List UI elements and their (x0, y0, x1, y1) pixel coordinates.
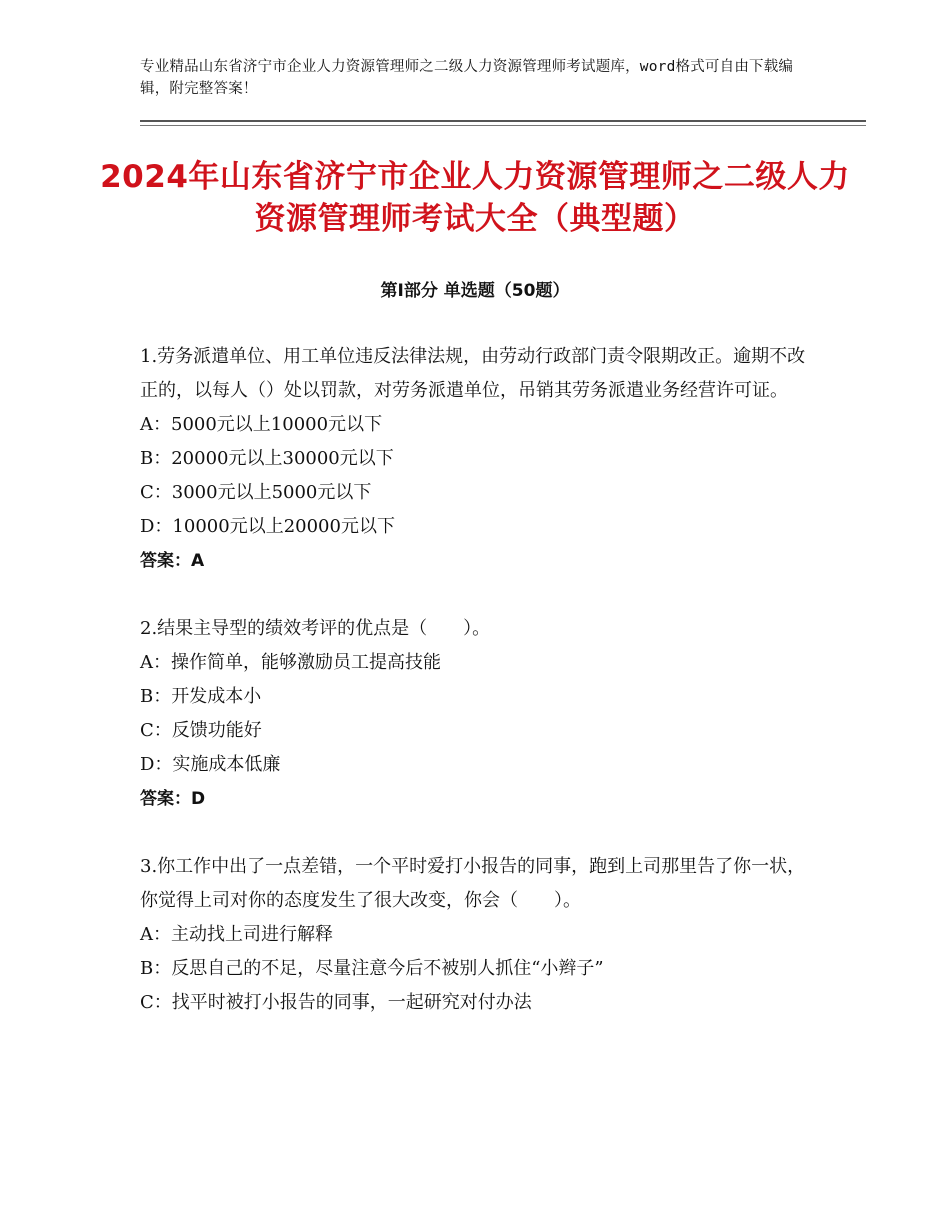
option-c: C：找平时被打小报告的同事，一起研究对付办法 (140, 992, 532, 1013)
option-a: A：操作简单，能够激励员工提高技能 (140, 652, 441, 673)
header-rule-thick (140, 120, 866, 122)
question-1 (140, 340, 820, 578)
question-stem: 2.结果主导型的绩效考评的优点是（ ）。 (140, 618, 491, 639)
option-a: A：5000元以上10000元以下 (140, 414, 383, 435)
option-b: B：20000元以上30000元以下 (140, 448, 394, 469)
question-3 (140, 850, 820, 1020)
option-a: A：主动找上司进行解释 (140, 924, 333, 945)
answer: 答案：D (140, 789, 206, 809)
answer: 答案：A (140, 551, 205, 571)
question-stem: 3.你工作中出了一点差错，一个平时爱打小报告的同事，跑到上司那里告了你一状，你觉得上司对你的态度发生了很大改变，你会（ ）。 (140, 856, 806, 911)
option-d: D：10000元以上20000元以下 (140, 516, 395, 537)
section-title: 第I部分 单选题（50题） (380, 281, 570, 301)
header-rule-thin (140, 125, 866, 126)
document-title: 2024年山东省济宁市企业人力资源管理师之二级人力资源管理师考试大全（典型题） (100, 159, 850, 237)
question-stem: 1.劳务派遣单位、用工单位违反法律法规，由劳动行政部门责令限期改正。逾期不改正的，以每人（）处以罚款，对劳务派遣单位，吊销其劳务派遣业务经营许可证。 (140, 346, 806, 401)
question-2 (140, 612, 820, 816)
question-list (140, 340, 820, 1054)
option-b: B：开发成本小 (140, 686, 262, 707)
option-d: D：实施成本低廉 (140, 754, 281, 775)
option-c: C：反馈功能好 (140, 720, 262, 741)
option-c: C：3000元以上5000元以下 (140, 482, 372, 503)
header-note: 专业精品山东省济宁市企业人力资源管理师之二级人力资源管理师考试题库，word格式可自由下载编辑，附完整答案！ (140, 59, 794, 97)
option-b: B：反思自己的不足，尽量注意今后不被别人抓住“小辫子” (140, 958, 604, 979)
